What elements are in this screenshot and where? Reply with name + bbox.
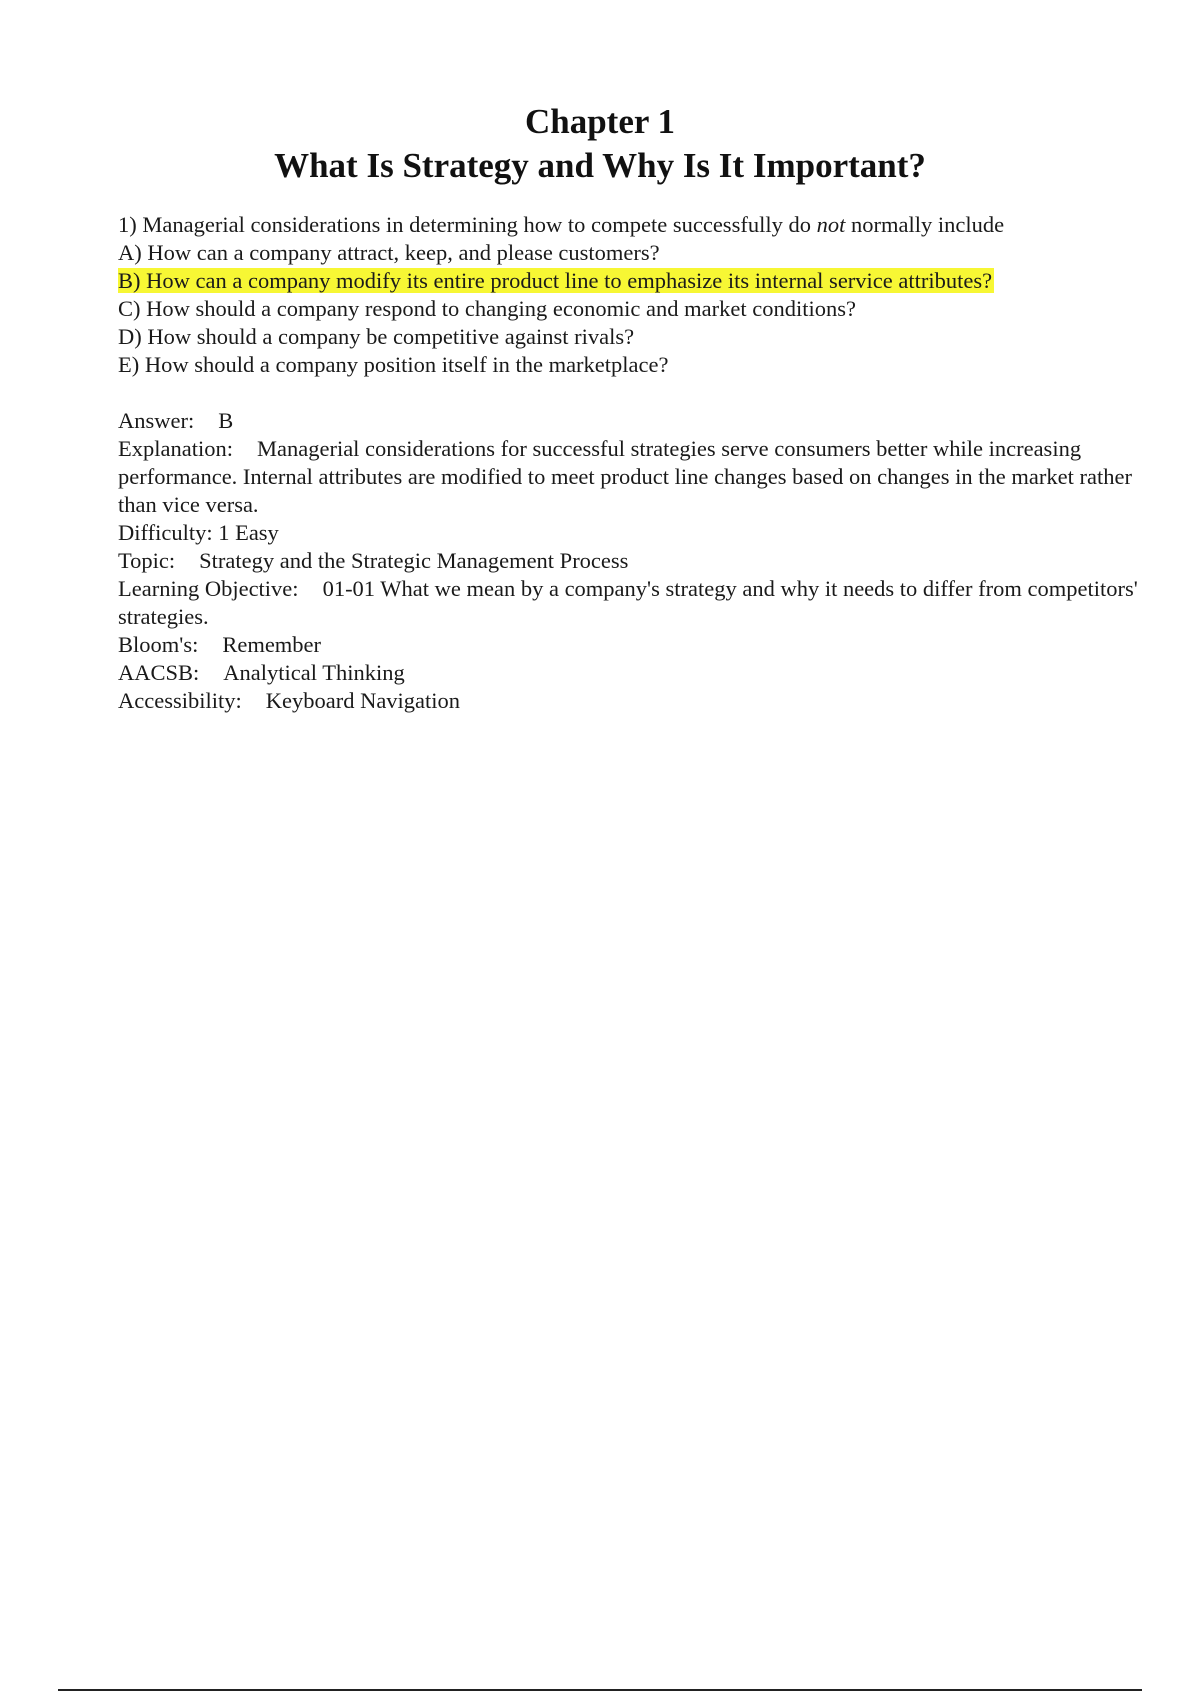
answer-line	[118, 407, 1158, 435]
accessibility-line	[118, 687, 1158, 715]
question-stem-end: normally include	[845, 212, 1005, 237]
aacsb-line	[118, 659, 1158, 687]
chapter-label: Chapter 1	[524, 102, 676, 141]
answer-value: B	[218, 408, 234, 433]
blooms-label: Bloom's:	[118, 632, 199, 657]
option-c: C) How should a company respond to changing economic and market conditions?	[118, 296, 856, 321]
accessibility-label: Accessibility:	[118, 688, 242, 713]
topic-label: Topic:	[118, 548, 176, 573]
learning-objective-label: Learning Objective:	[118, 576, 299, 601]
chapter-title: What Is Strategy and Why Is It Important?	[274, 146, 926, 185]
topic-line	[118, 547, 1158, 575]
question-block	[118, 211, 1158, 715]
option-b	[118, 267, 1158, 295]
blooms-line	[118, 631, 1158, 659]
option-d: D) How should a company be competitive against rivals?	[118, 324, 635, 349]
learning-objective	[118, 575, 1158, 631]
explanation	[118, 435, 1158, 519]
title-block	[0, 100, 1200, 188]
explanation-label: Explanation:	[118, 436, 233, 461]
learning-objective-value: 01-01 What we mean by a company's strategy and why it needs to differ from competitors' strategies.	[118, 576, 1138, 629]
option-b-highlighted: B) How can a company modify its entire product line to emphasize its internal service attributes?	[118, 268, 993, 293]
option-e: E) How should a company position itself in the marketplace?	[118, 352, 669, 377]
footer-divider	[58, 1689, 1142, 1691]
explanation-text: Managerial considerations for successful strategies serve consumers better while increasing performance. Internal attributes are modified to meet product line changes based on changes in the market rather than vice versa.	[118, 436, 1132, 517]
difficulty: Difficulty: 1 Easy	[118, 520, 279, 545]
question-stem-start: 1) Managerial considerations in determining how to compete successfully do	[118, 212, 817, 237]
accessibility-value: Keyboard Navigation	[265, 688, 461, 713]
blooms-value: Remember	[222, 632, 322, 657]
question-stem	[118, 211, 1158, 239]
aacsb-label: AACSB:	[118, 660, 200, 685]
spacer	[118, 379, 1158, 407]
option-a: A) How can a company attract, keep, and please customers?	[118, 240, 660, 265]
aacsb-value: Analytical Thinking	[223, 660, 405, 685]
topic-value: Strategy and the Strategic Management Process	[199, 548, 629, 573]
answer-label: Answer:	[118, 408, 195, 433]
question-stem-emphasis: not	[816, 212, 846, 237]
